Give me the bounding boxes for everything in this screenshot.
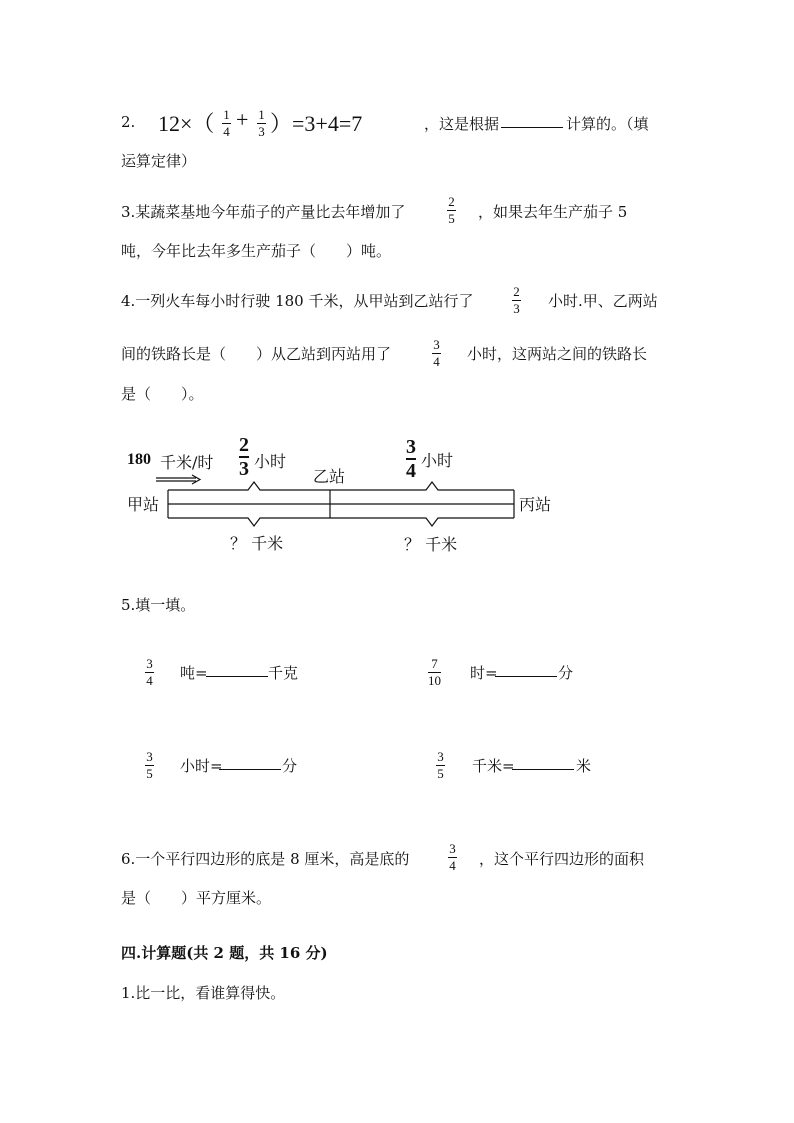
denominator: 3	[258, 124, 265, 139]
numerator: 3	[146, 656, 153, 671]
unit-right: 千克	[268, 664, 299, 682]
fraction-three-quarters	[432, 338, 441, 369]
question-text: 4.一列火车每小时行驶 180 千米，从甲站到乙站行了	[121, 292, 474, 310]
fraction-one-third	[257, 108, 266, 139]
numerator: 3	[406, 436, 416, 458]
question-text: ，这是根据	[424, 115, 500, 133]
question-text: 小时，这两站之间的铁路长	[467, 345, 648, 363]
numerator: 1	[223, 107, 230, 122]
answer-blank[interactable]	[219, 755, 281, 770]
numerator: 2	[448, 194, 455, 209]
question-text: 6.一个平行四边形的底是 8 厘米，高是底的	[121, 850, 410, 868]
question-text: 小时.甲、乙两站	[548, 292, 658, 310]
bottom-brace-1	[168, 518, 330, 526]
numerator: 2	[239, 434, 249, 456]
question-text: ，如果去年生产茄子 5	[478, 203, 628, 221]
time-unit-1: 小时	[254, 452, 287, 471]
answer-blank[interactable]	[501, 113, 563, 128]
question-text: ，这个平行四边形的面积	[479, 850, 645, 868]
unit-right: 米	[576, 757, 592, 775]
numerator: 1	[258, 107, 265, 122]
unit-left: 小时=	[180, 757, 223, 775]
numerator: 3	[437, 749, 444, 764]
fraction	[428, 657, 441, 688]
station-c-label: 丙站	[519, 495, 552, 514]
question-text-line-2: 运算定律）	[121, 152, 197, 170]
answer-blank[interactable]	[512, 755, 574, 770]
segment-graphic	[150, 470, 530, 530]
fraction	[145, 657, 154, 688]
numerator: 3	[146, 749, 153, 764]
question-text-line-2: 间的铁路长是（ ）从乙站到丙站用了	[121, 345, 392, 363]
question-number: 2.	[121, 113, 136, 131]
section-title: 四.计算题(共 2 题，共 16 分)	[121, 944, 328, 962]
question-text: 3.某蔬菜基地今年茄子的产量比去年增加了	[121, 203, 406, 221]
denominator: 4	[449, 858, 456, 873]
bottom-brace-2	[330, 518, 514, 526]
answer-blank[interactable]	[206, 662, 268, 677]
time-unit-2: 小时	[421, 451, 454, 470]
numerator: 2	[513, 284, 520, 299]
fraction-one-quarter	[222, 108, 231, 139]
distance-unknown-1: ？ 千米	[230, 534, 284, 553]
denominator: 4	[433, 354, 440, 369]
plus-sign: +	[236, 107, 249, 132]
station-b-label: 乙站	[313, 467, 346, 486]
unit-left: 千米=	[472, 757, 515, 775]
distance-unknown-2: ？ 千米	[404, 535, 458, 554]
fraction-two-thirds	[512, 285, 521, 316]
denominator: 4	[146, 673, 153, 688]
denominator: 5	[437, 766, 444, 781]
question-text: 计算的。（填	[566, 115, 649, 133]
top-brace-2	[330, 482, 514, 490]
speed-value: 180	[127, 451, 151, 468]
unit-left: 吨=	[180, 664, 208, 682]
unit-right: 分	[282, 757, 298, 775]
answer-blank[interactable]	[495, 662, 557, 677]
speed-unit: 千米/时	[160, 453, 214, 472]
equation-part-b: ）=3+4=7	[270, 111, 363, 136]
direction-arrow-icon	[156, 475, 200, 484]
equation-part-a: 12×（	[158, 111, 215, 136]
numerator: 3	[433, 337, 440, 352]
question-text: 1.比一比，看谁算得快。	[121, 984, 286, 1002]
unit-left: 时=	[470, 664, 498, 682]
question-title: 5.填一填。	[121, 596, 196, 614]
station-a-label: 甲站	[127, 495, 160, 514]
denominator: 10	[428, 673, 441, 688]
denominator: 5	[448, 211, 455, 226]
denominator: 3	[239, 458, 249, 480]
numerator: 7	[431, 656, 438, 671]
fraction	[436, 750, 445, 781]
question-text-line-3: 是（ ）。	[121, 385, 204, 403]
denominator: 4	[406, 460, 416, 482]
question-text-line-2: 吨，今年比去年多生产茄子（ ）吨。	[121, 242, 392, 260]
denominator: 4	[223, 124, 230, 139]
fraction-two-fifths	[447, 195, 456, 226]
numerator: 3	[449, 841, 456, 856]
denominator: 5	[146, 766, 153, 781]
question-text-line-2: 是（ ）平方厘米。	[121, 889, 272, 907]
fraction	[145, 750, 154, 781]
denominator: 3	[513, 301, 520, 316]
fraction-three-quarters	[448, 842, 457, 873]
unit-right: 分	[558, 664, 574, 682]
